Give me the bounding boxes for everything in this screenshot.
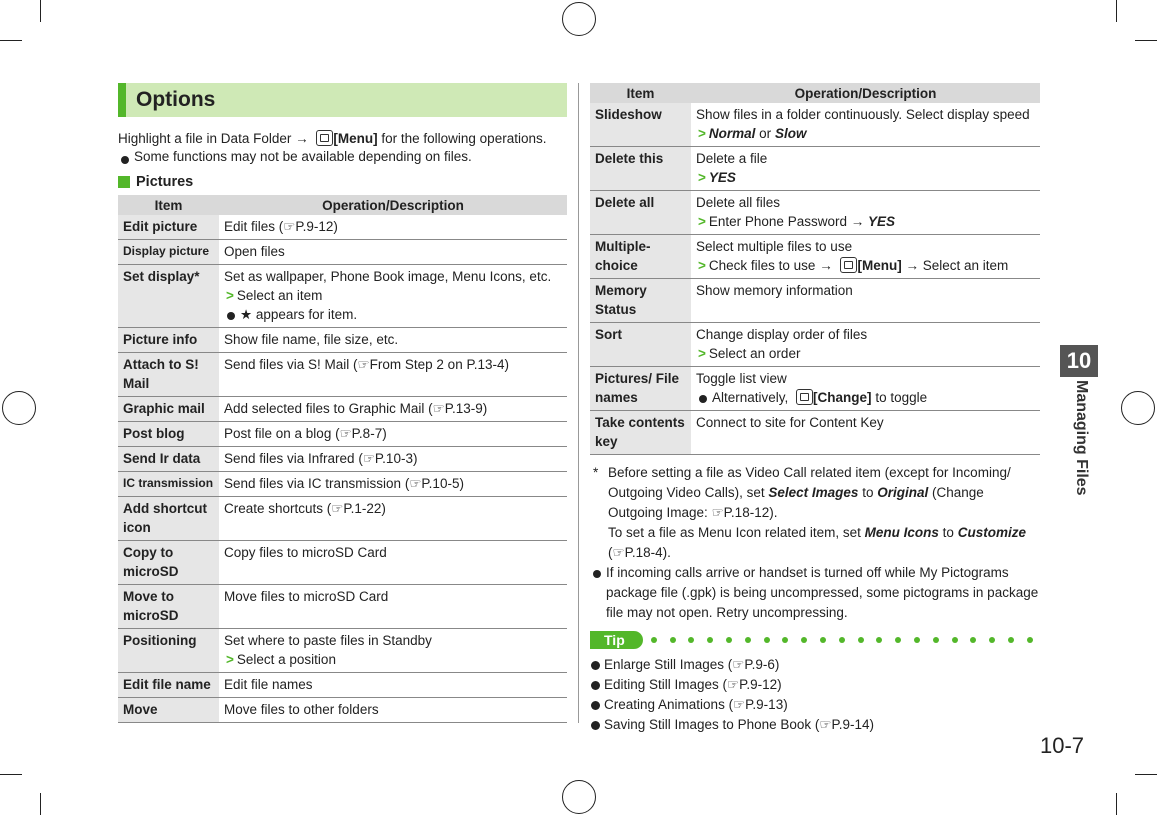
table-row: Graphic mail Add selected files to Graphic Mail (☞P.13-9) (118, 397, 567, 422)
chapter-number: 10 (1060, 345, 1098, 377)
col-header-desc: Operation/Description (219, 195, 567, 215)
table-row: Edit file name Edit file names (118, 673, 567, 698)
col-header-item: Item (590, 83, 691, 103)
camera-key-icon (796, 389, 813, 405)
pictures-table (118, 195, 567, 723)
table-row: Add shortcut icon Create shortcuts (☞P.1-22) (118, 497, 567, 541)
pictures-heading-label: Pictures (136, 174, 194, 190)
col-header-item: Item (118, 195, 219, 215)
table-row: Move Move files to other folders (118, 698, 567, 723)
col-header-desc: Operation/Description (691, 83, 1040, 103)
intro-text (118, 129, 567, 149)
table-row: Memory Status Show memory information (590, 279, 1040, 323)
table-row: IC transmission Send files via IC transmission (☞P.10-5) (118, 472, 567, 497)
pictogram-note: If incoming calls arrive or handset is turned off while My Pictograms package file (.gpk) is being uncompressed, some pictograms in package file may not open. Retry uncompressing. (590, 563, 1040, 623)
crop-mark (40, 793, 41, 815)
heading-square-icon (118, 176, 130, 188)
right-column (590, 83, 1040, 735)
table-row: Take contents key Connect to site for Content Key (590, 411, 1040, 455)
mail-key-icon (840, 257, 857, 273)
table-row: Display picture Open files (118, 240, 567, 265)
table-row: Sort Change display order of files > Select an order (590, 323, 1040, 367)
list-item: Enlarge Still Images (☞P.9-6) (590, 655, 1040, 675)
crop-mark (0, 40, 22, 41)
table-row: Multiple-choice Select multiple files to use > Check files to use → [Menu] → Select an item (590, 235, 1040, 279)
registration-mark (562, 2, 596, 36)
registration-mark (562, 780, 596, 814)
mail-key-icon (316, 130, 333, 146)
table-row: Copy to microSD Copy files to microSD Card (118, 541, 567, 585)
table-row: Attach to S! Mail Send files via S! Mail (☞From Step 2 on P.13-4) (118, 353, 567, 397)
availability-note: Some functions may not be available depending on files. (118, 149, 567, 164)
crop-mark (1135, 774, 1157, 775)
list-item: Saving Still Images to Phone Book (☞P.9-14) (590, 715, 1040, 735)
tip-dots (651, 637, 1033, 643)
table-row: Move to microSD Move files to microSD Card (118, 585, 567, 629)
table-row: Delete this Delete a file > YES (590, 147, 1040, 191)
table-row: Pictures/ File names Toggle list view Alternatively, [Change] to toggle (590, 367, 1040, 411)
column-divider (578, 83, 579, 723)
options-table (590, 83, 1040, 455)
left-column (118, 83, 567, 723)
menu-label: [Menu] (333, 131, 378, 146)
table-row: Send Ir data Send files via Infrared (☞P.10-3) (118, 447, 567, 472)
tip-label: Tip (590, 631, 643, 649)
footnote: * Before setting a file as Video Call related item (except for Incoming/ Outgoing Video Calls), set Select Images to Original (Change Outgoing Image: ☞P.18-12). To set a file as Menu Icon related item, set Menu Icons to Customize (☞P.18-4). (590, 463, 1040, 563)
table-row: Picture info Show file name, file size, etc. (118, 328, 567, 353)
table-row: Positioning Set where to paste files in Standby > Select a position (118, 629, 567, 673)
pictures-heading (118, 174, 567, 190)
table-row: Set display* Set as wallpaper, Phone Book image, Menu Icons, etc. > Select an item ★ appears for item. (118, 265, 567, 328)
crop-mark (0, 774, 22, 775)
list-item: Creating Animations (☞P.9-13) (590, 695, 1040, 715)
page-number: 10-7 (1040, 733, 1085, 758)
crop-mark (1116, 793, 1117, 815)
list-item: Editing Still Images (☞P.9-12) (590, 675, 1040, 695)
tip-header (590, 631, 1040, 649)
table-row: Edit picture Edit files (☞P.9-12) (118, 215, 567, 240)
crop-mark (1116, 0, 1117, 22)
intro-post: for the following operations. (381, 131, 547, 146)
tip-list (590, 655, 1040, 735)
chapter-title: Managing Files (1073, 380, 1090, 496)
crop-mark (1135, 40, 1157, 41)
registration-mark (1121, 391, 1155, 425)
intro-pre: Highlight a file in Data Folder → (118, 131, 309, 146)
crop-mark (40, 0, 41, 22)
registration-mark (2, 391, 36, 425)
table-row: Slideshow Show files in a folder continuously. Select display speed > Normal or Slow (590, 103, 1040, 147)
table-row: Delete all Delete all files > Enter Phone Password → YES (590, 191, 1040, 235)
section-title: Options (118, 83, 567, 117)
table-row: Post blog Post file on a blog (☞P.8-7) (118, 422, 567, 447)
